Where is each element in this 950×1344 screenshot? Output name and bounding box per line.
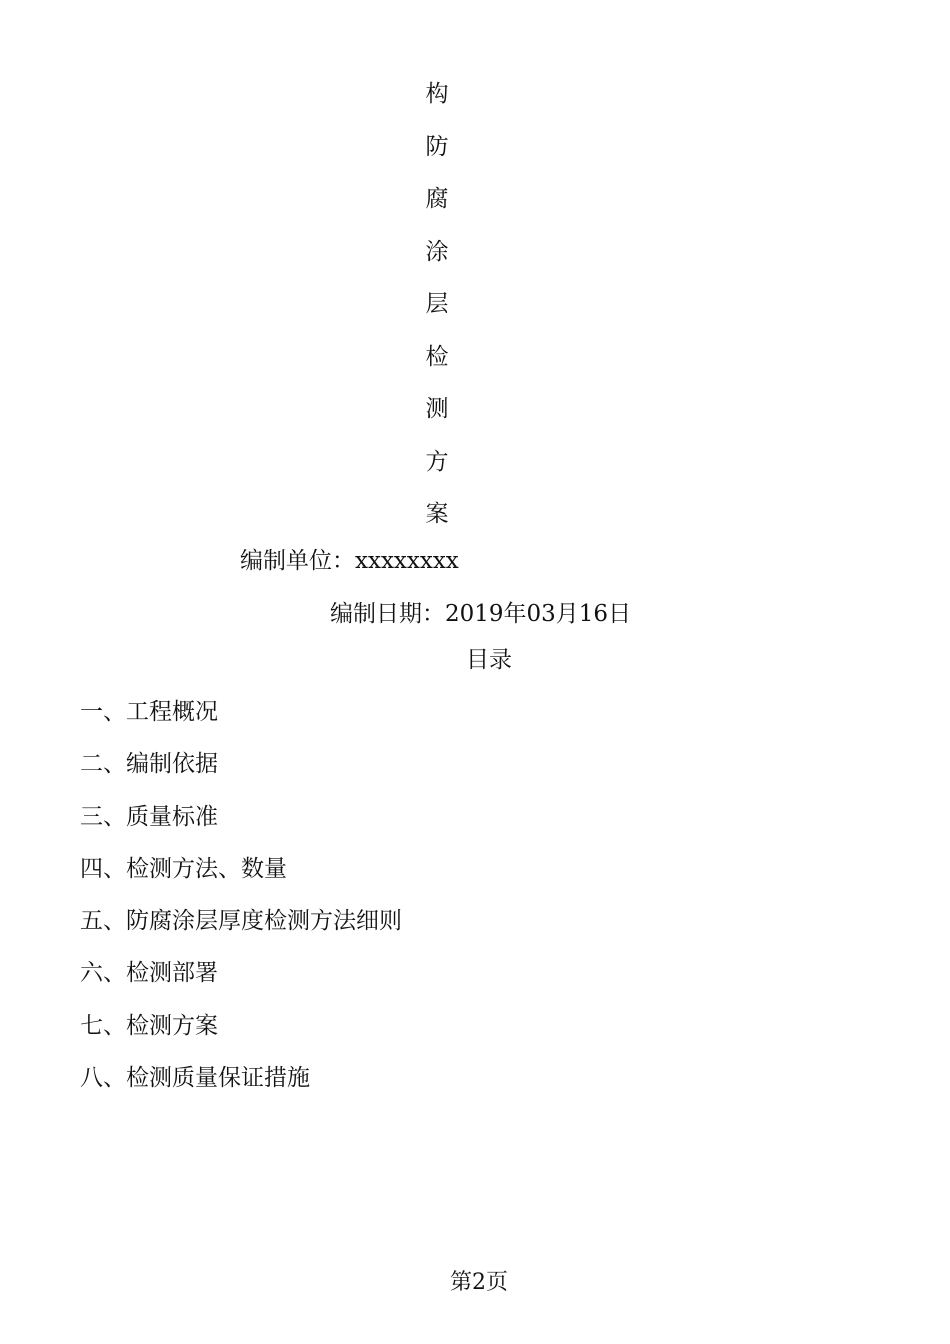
title-char: 检 xyxy=(425,343,449,370)
title-char: 测 xyxy=(425,396,449,422)
compile-unit: 编制单位：xxxxxxxx xyxy=(240,548,459,574)
toc-item: 四、检测方法、数量 xyxy=(80,855,287,882)
vertical-title xyxy=(420,74,454,547)
toc-item: 七、检测方案 xyxy=(80,1012,218,1039)
title-char: 腐 xyxy=(425,186,449,212)
toc-item: 一、工程概况 xyxy=(80,699,218,725)
title-char: 方 xyxy=(425,448,449,475)
title-char: 构 xyxy=(425,81,449,107)
toc-item: 三、质量标准 xyxy=(80,803,218,830)
title-char: 层 xyxy=(425,291,449,317)
title-char: 防 xyxy=(425,133,449,160)
toc-heading: 目录 xyxy=(466,647,512,673)
toc-item: 八、检测质量保证措施 xyxy=(80,1065,310,1092)
title-char: 涂 xyxy=(425,238,449,265)
title-char: 案 xyxy=(425,501,449,527)
toc-item: 二、编制依据 xyxy=(80,751,218,778)
compile-date: 编制日期：2019年03月16日 xyxy=(330,601,632,627)
table-of-contents xyxy=(80,695,402,1113)
toc-item: 六、检测部署 xyxy=(80,960,218,987)
page-number: 第2页 xyxy=(450,1270,508,1295)
toc-item: 五、防腐涂层厚度检测方法细则 xyxy=(80,908,402,935)
